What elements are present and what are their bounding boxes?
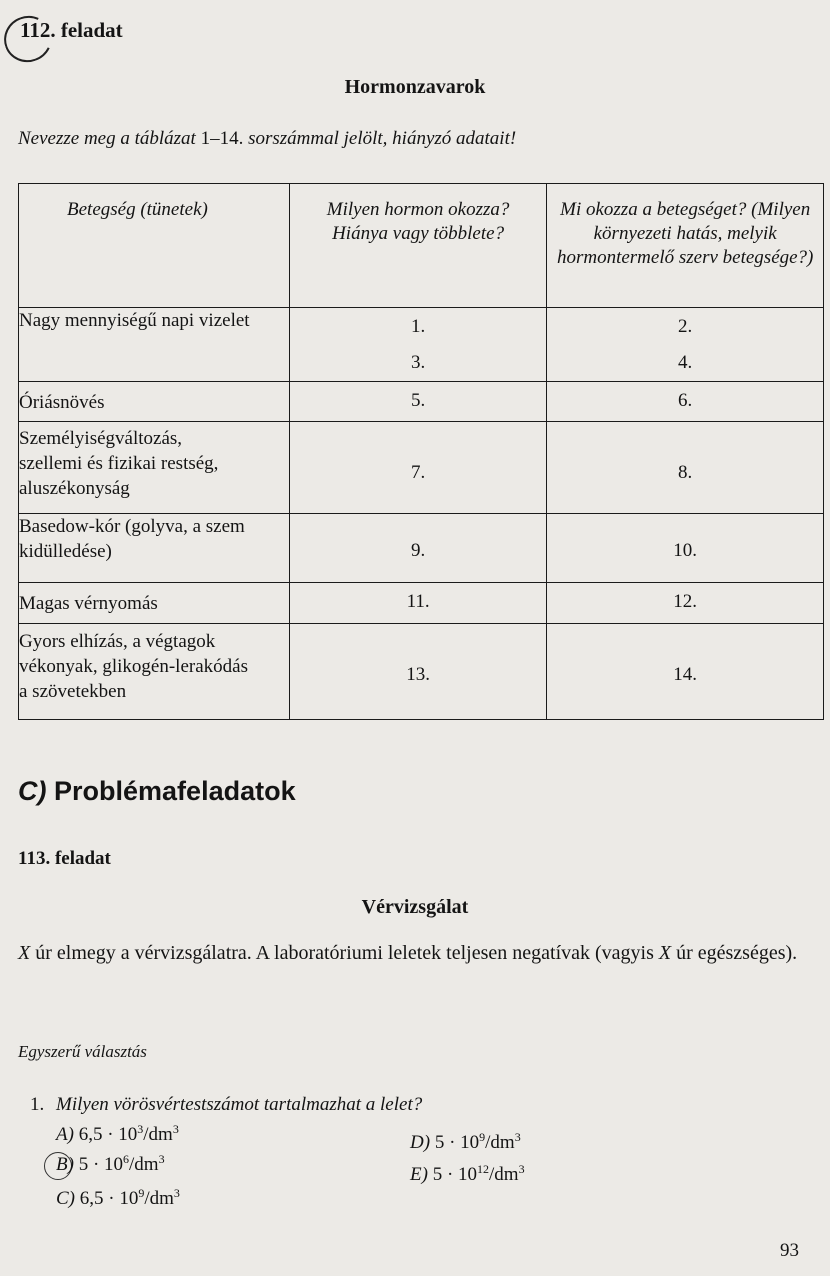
table-row (19, 382, 824, 422)
blank-number: 9. (410, 540, 426, 561)
task-113-title: Vérvizsgálat (361, 896, 469, 918)
option-a: A) $6,5 \cdot 10^3/dm^3$ (56, 1122, 179, 1145)
blank-number: 14. (673, 664, 698, 685)
table-header-row (19, 184, 824, 308)
table-row (19, 514, 824, 583)
option-d: D) $5 \cdot 10^9/dm^3$ (410, 1130, 521, 1153)
blank-cell (547, 624, 824, 720)
blank-number: 11. (406, 591, 430, 612)
question-1-text: Milyen vörösvértestszámot tartalmazhat a lelet? (56, 1094, 423, 1115)
blank-number: 6. (678, 390, 693, 411)
disease-cell: Óriásnövés (19, 382, 290, 422)
option-e: E) $5 \cdot 10^{12}/dm^3$ (410, 1162, 525, 1185)
blank-number: 13. (406, 664, 430, 685)
task-112-number: 112. feladat (20, 18, 123, 42)
header-disease: Betegség (tünetek) (19, 184, 290, 308)
blank-cell (289, 514, 547, 583)
section-c-heading: C) Problémafeladatok (18, 776, 296, 806)
disease-cell: Nagy mennyiségű napi vizelet (19, 308, 290, 382)
blank-number: 1. (410, 316, 426, 337)
blank-number: 12. (673, 591, 698, 612)
table-row (19, 308, 824, 382)
table-row (19, 624, 824, 720)
blank-cell (547, 514, 824, 583)
header-hormone: Milyen hormon okozza? Hiánya vagy többlete? (289, 184, 547, 308)
blank-number: 5. (410, 390, 426, 411)
blank-number: 7. (410, 462, 426, 483)
disease-cell: Személyiségváltozás, szellemi és fizikai restség, aluszékonyság (19, 422, 290, 514)
blank-number: 10. (673, 540, 698, 561)
disease-cell: Basedow-kór (golyva, a szem kidülledése) (19, 514, 290, 583)
blank-number: 2. (678, 316, 693, 337)
blank-cell (547, 308, 824, 382)
task-113-text: X úr elmegy a vérvizsgálatra. A laboratóriumi leletek teljesen negatívak (vagyis X úr egészséges). (18, 942, 798, 964)
hormone-disorder-table (18, 183, 824, 720)
option-c: C) $6,5 \cdot 10^9/dm^3$ (56, 1186, 180, 1209)
option-b: B) $5 \cdot 10^6/dm^3$ (56, 1152, 165, 1175)
page-number: 93 (780, 1240, 799, 1261)
question-mode: Egyszerű választás (18, 1042, 147, 1061)
header-cause: Mi okozza a betegséget? (Milyen környezeti hatás, melyik hormontermelő szerv betegsége?) (547, 184, 824, 308)
blank-number: 4. (678, 352, 693, 373)
table-row (19, 583, 824, 624)
blank-cell (289, 624, 547, 720)
blank-cell (289, 422, 547, 514)
blank-cell (547, 422, 824, 514)
question-1-number: 1. (30, 1094, 45, 1115)
blank-number: 8. (678, 462, 693, 483)
blank-number: 3. (410, 352, 426, 373)
task-112-instruction: Nevezze meg a táblázat 1–14. sorszámmal jelölt, hiányzó adatait! (18, 128, 517, 149)
blank-cell (289, 308, 547, 382)
table-row (19, 422, 824, 514)
disease-cell: Gyors elhízás, a végtagok vékonyak, glikogén-lerakódás a szövetekben (19, 624, 290, 720)
blank-cell (289, 583, 547, 624)
blank-cell (547, 382, 824, 422)
disease-cell: Magas vérnyomás (19, 583, 290, 624)
blank-cell (547, 583, 824, 624)
blank-cell (289, 382, 547, 422)
task-112-title: Hormonzavarok (344, 76, 486, 98)
task-113-number: 113. feladat (18, 848, 111, 869)
